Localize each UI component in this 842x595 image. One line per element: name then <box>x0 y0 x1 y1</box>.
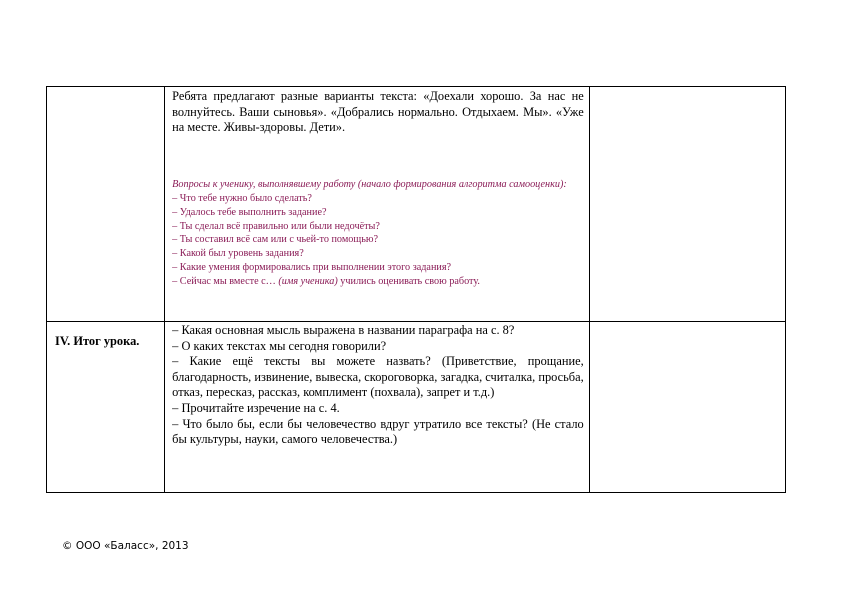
copyright-footer: © ООО «Баласс», 2013 <box>62 540 189 552</box>
student-name-placeholder: (имя ученика) <box>278 276 338 288</box>
question-item: – Ты сделал всё правильно или были недочёты? <box>172 220 380 232</box>
stage-label: IV. Итог урока. <box>55 334 140 348</box>
question-prefix: – Сейчас мы вместе с… <box>172 276 279 288</box>
stage-cell <box>47 322 165 493</box>
notes-cell <box>589 87 785 322</box>
table-row <box>47 322 786 493</box>
question-item: – Удалось тебе выполнить задание? <box>172 206 327 218</box>
table-row <box>47 87 786 322</box>
lesson-plan-table <box>46 86 786 493</box>
question-suffix: учились оценивать свою работу. <box>337 276 480 288</box>
question-item: – Ты составил всё сам или с чьей-то помощью? <box>172 234 378 246</box>
summary-line: – Какая основная мысль выражена в названии параграфа на с. 8? <box>172 323 515 337</box>
question-item: – Какие умения формировались при выполнении этого задания? <box>172 262 452 274</box>
question-item: – Какой был уровень задания? <box>172 248 304 260</box>
stage-label <box>47 87 164 99</box>
activity-cell <box>165 87 590 322</box>
notes-cell <box>589 322 785 493</box>
stage-cell <box>47 87 165 322</box>
summary-line: – Что было бы, если бы человечество вдруг утратило все тексты? (Не стало бы культуры, науки, самого человечества.) <box>172 416 584 447</box>
summary-line: – Какие ещё тексты вы можете назвать? (Приветствие, прощание, благодарность, извинение, вывеска, скороговорка, загадка, считалка, просьба, отказ, пересказ, рассказ, комплимент (похвала), запрет и т.д.) <box>172 354 584 400</box>
summary-line: – Прочитайте изречение на с. 4. <box>172 400 340 415</box>
questions-heading: Вопросы к ученику, выполнявшему работу (начало формирования алгоритма самооценки): <box>172 178 567 190</box>
activity-cell <box>165 322 590 493</box>
question-item: – Что тебе нужно было сделать? <box>172 192 312 204</box>
question-item-last <box>172 275 584 289</box>
activity-paragraph: Ребята предлагают разные варианты текста: «Доехали хорошо. За нас не волнуйтесь. Ваши сыновья». «Добрались нормально. Отдыхаем. Мы». «Уже на месте. Живы-здоровы. Дети». <box>172 89 584 135</box>
summary-line: – О каких текстах мы сегодня говорили? <box>172 338 387 353</box>
